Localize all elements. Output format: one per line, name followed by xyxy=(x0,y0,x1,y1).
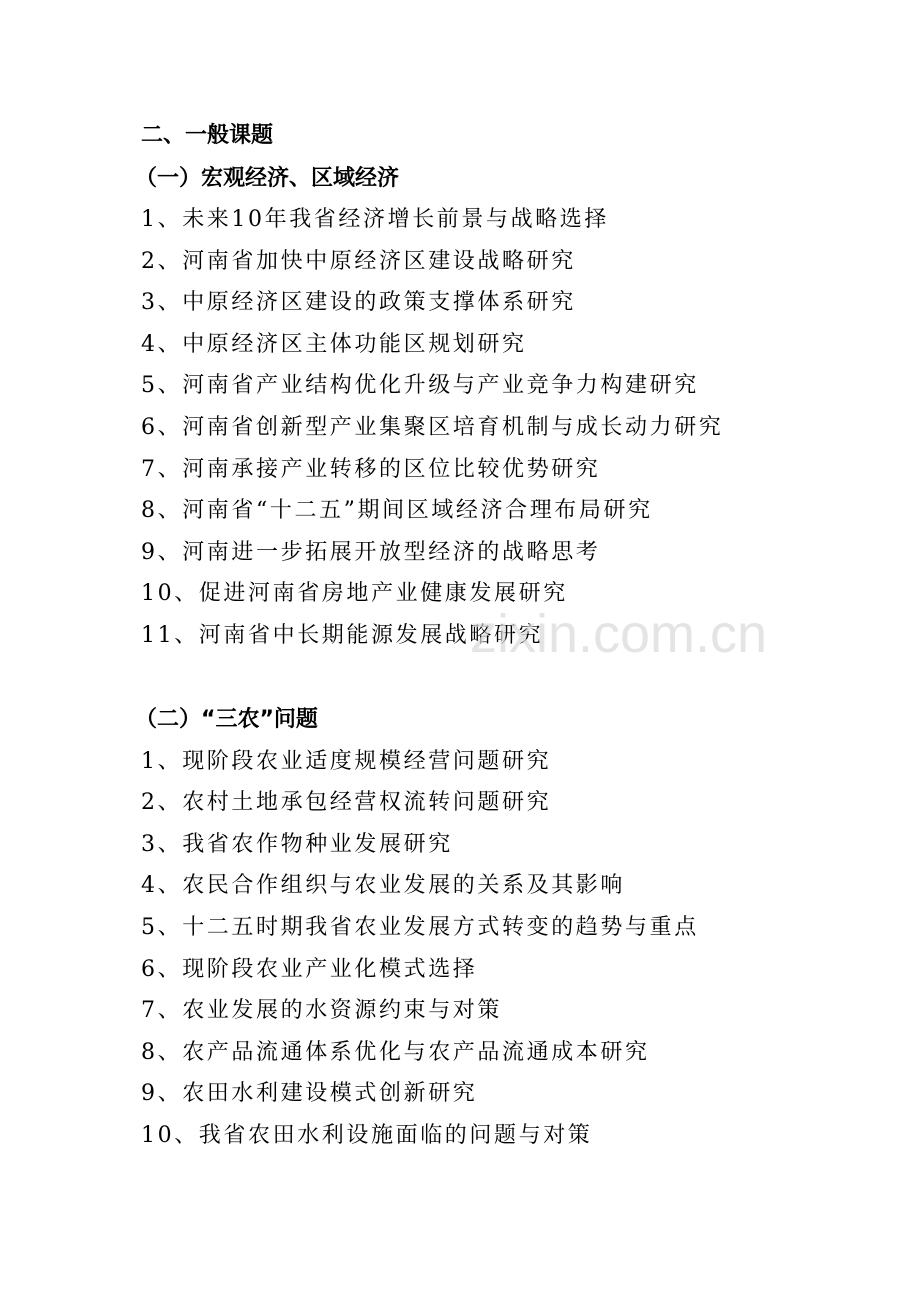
main-heading: 二、一般课题 xyxy=(141,123,274,148)
list-item: 2、河南省加快中原经济区建设战略研究 xyxy=(141,249,576,274)
list-item: 3、中原经济区建设的政策支撑体系研究 xyxy=(141,290,576,315)
list-item: 2、农村土地承包经营权流转问题研究 xyxy=(141,790,552,815)
list-item: 9、农田水利建设模式创新研究 xyxy=(141,1081,478,1106)
watermark: zixin.com.cn xyxy=(470,604,768,664)
section-heading-macro-economy: （一）宏观经济、区域经济 xyxy=(135,166,400,191)
list-item: 7、河南承接产业转移的区位比较优势研究 xyxy=(141,457,601,482)
section-heading-three-rural: （二）“三农”问题 xyxy=(135,707,318,732)
list-item: 9、河南进一步拓展开放型经济的战略思考 xyxy=(141,540,601,565)
list-item: 5、十二五时期我省农业发展方式转变的趋势与重点 xyxy=(141,915,699,940)
list-item: 6、现阶段农业产业化模式选择 xyxy=(141,957,478,982)
list-item: 5、河南省产业结构优化升级与产业竞争力构建研究 xyxy=(141,373,699,398)
list-item: 10、我省农田水利设施面临的问题与对策 xyxy=(141,1123,593,1148)
list-item: 1、未来10年我省经济增长前景与战略选择 xyxy=(141,207,609,232)
list-item: 3、我省农作物种业发展研究 xyxy=(141,832,453,857)
list-item: 8、河南省“十二五”期间区域经济合理布局研究 xyxy=(141,498,653,523)
list-item: 7、农业发展的水资源约束与对策 xyxy=(141,998,502,1023)
list-item: 11、河南省中长期能源发展战略研究 xyxy=(141,623,544,648)
list-item: 10、促进河南省房地产业健康发展研究 xyxy=(141,581,568,606)
list-item: 6、河南省创新型产业集聚区培育机制与成长动力研究 xyxy=(141,415,724,440)
list-item: 4、中原经济区主体功能区规划研究 xyxy=(141,332,527,357)
list-item: 4、农民合作组织与农业发展的关系及其影响 xyxy=(141,873,625,898)
list-item: 8、农产品流通体系优化与农产品流通成本研究 xyxy=(141,1040,650,1065)
list-item: 1、现阶段农业适度规模经营问题研究 xyxy=(141,749,552,774)
